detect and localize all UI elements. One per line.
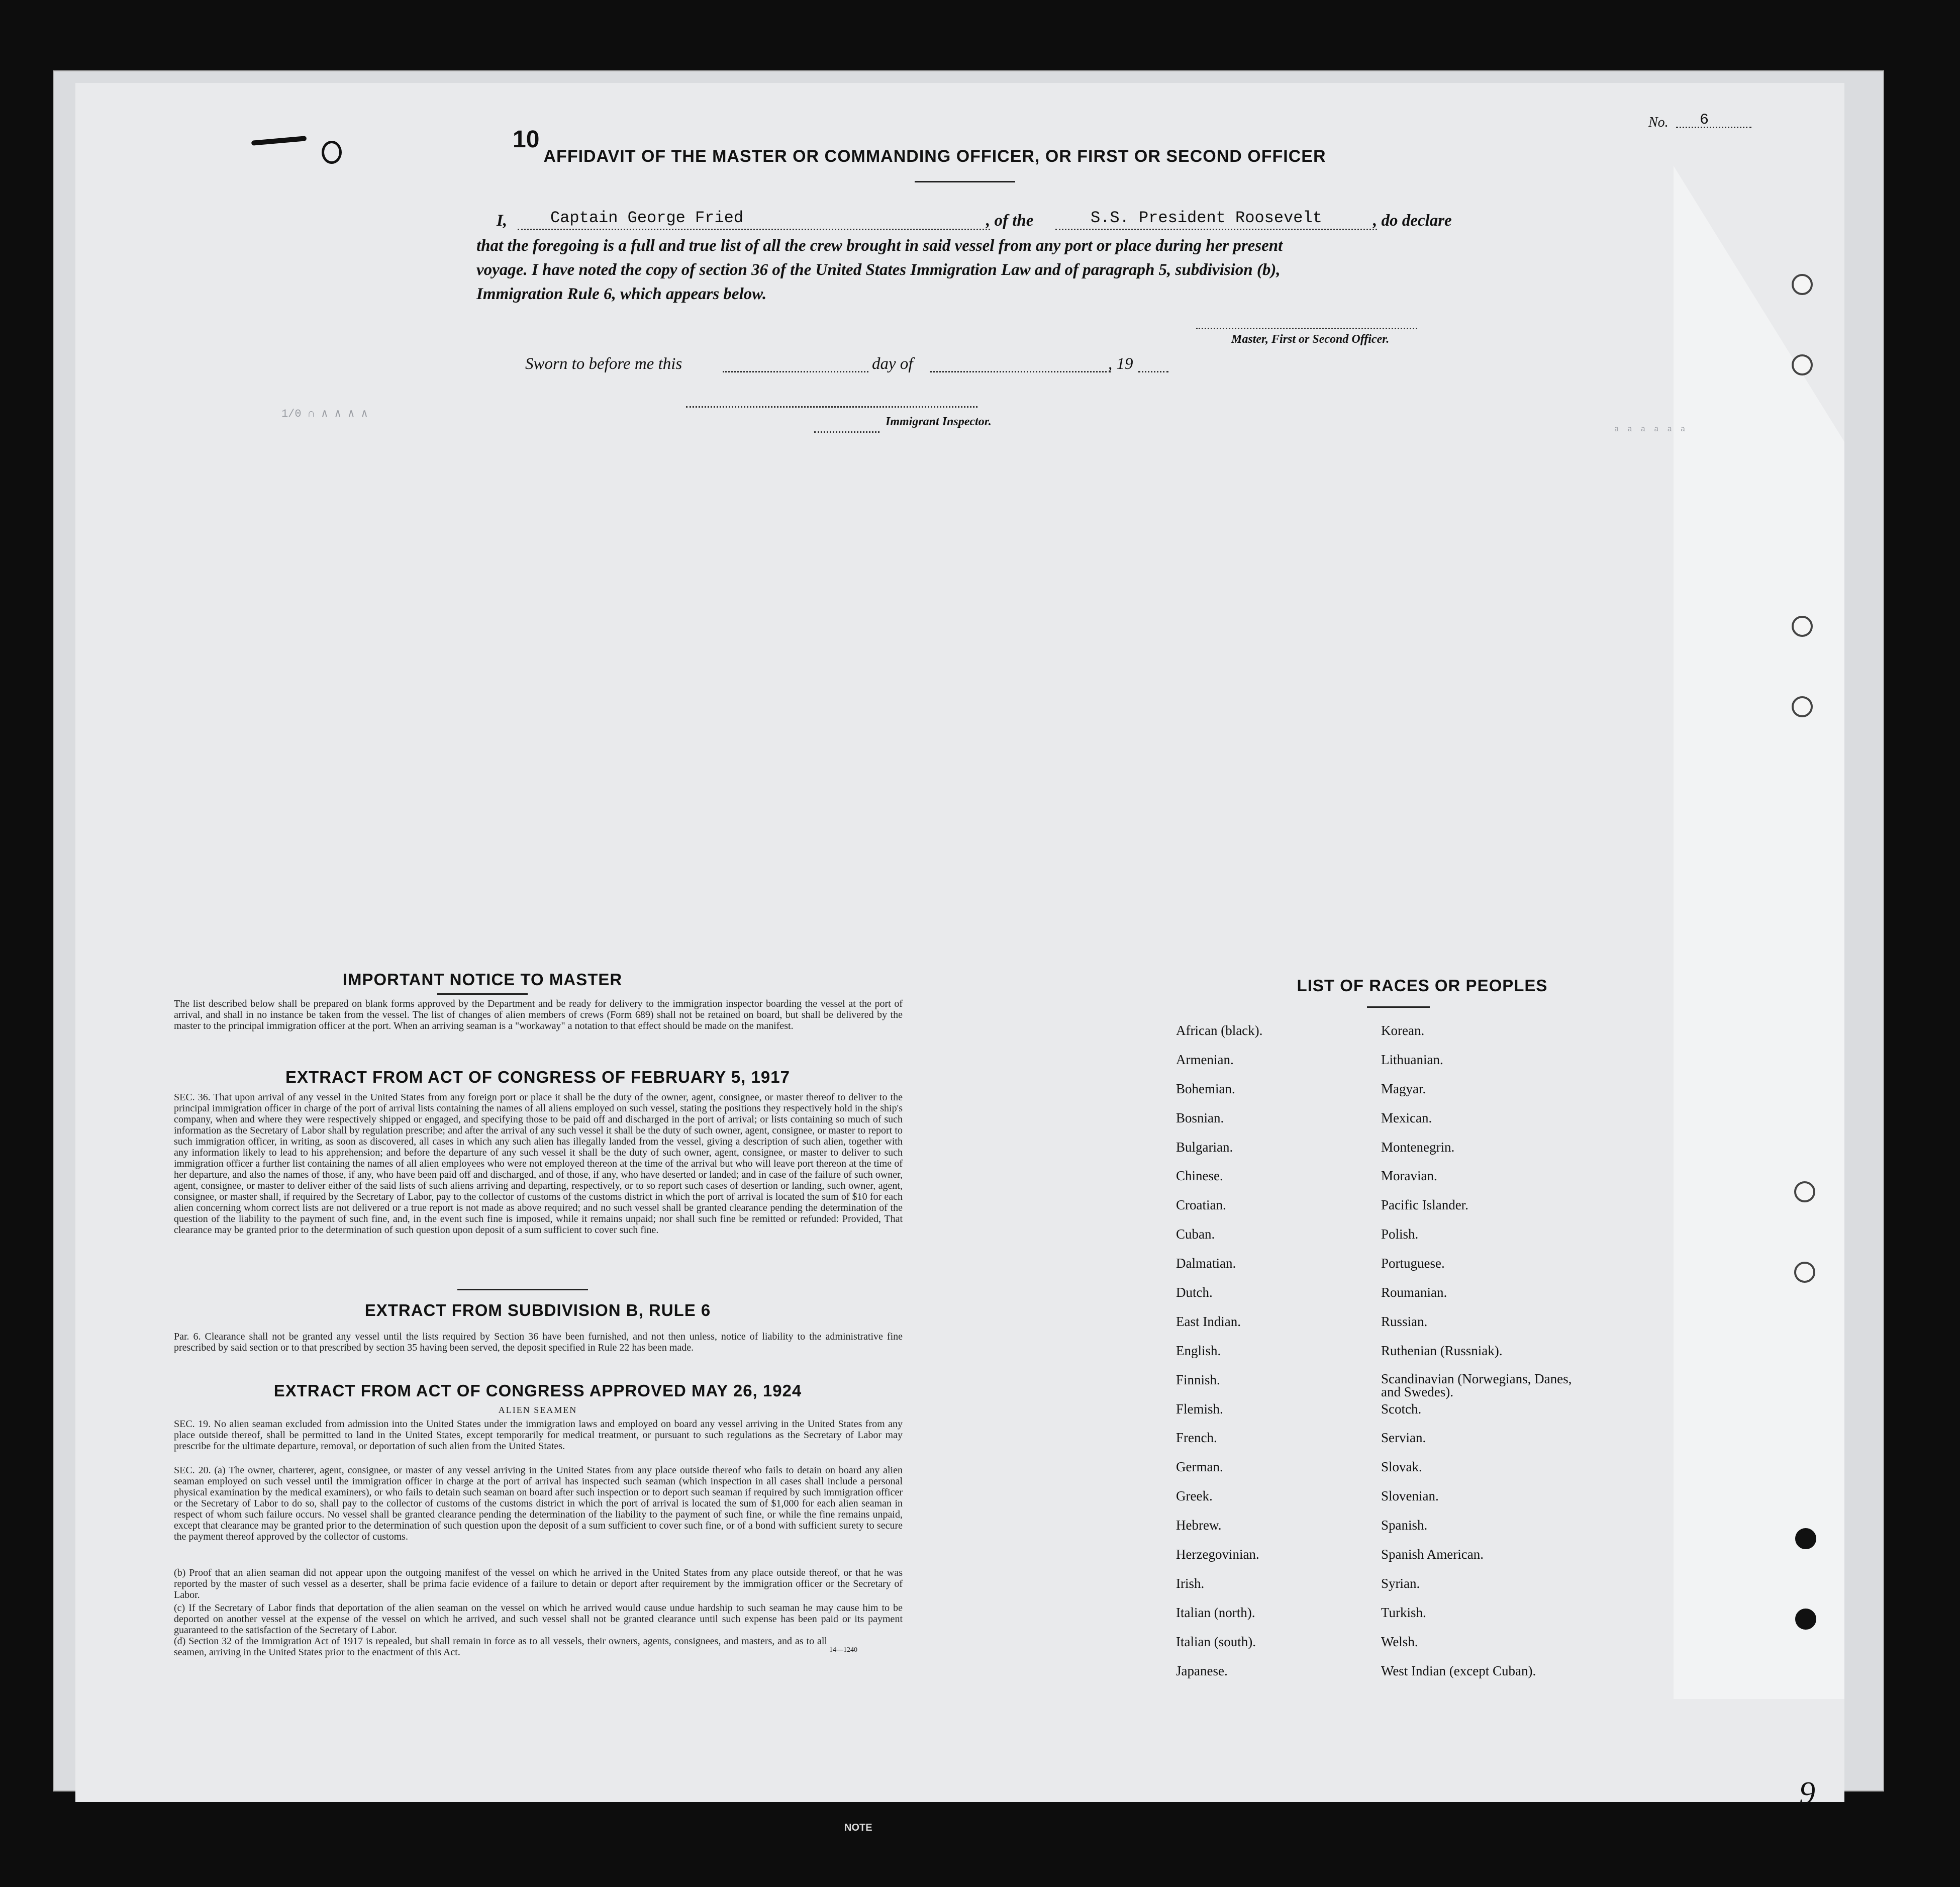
rule6-body: Par. 6. Clearance shall not be granted any vessel until the lists required by Section 36 have been furnished, and not then unless, notice of liability to the administrative fine prescribed by said section or to that prescribed by section 35 having been served, the deposit specified in Rule 22 has been made.	[174, 1331, 903, 1353]
master-signature-line[interactable]	[1196, 328, 1417, 329]
number-value: 6	[1700, 112, 1709, 129]
race-item: Croatian.	[1176, 1197, 1226, 1213]
binder-hole	[1792, 354, 1813, 375]
race-item: West Indian (except Cuban).	[1381, 1663, 1536, 1678]
sworn-day-line[interactable]	[723, 371, 868, 372]
sec20c-text: (c) If the Secretary of Labor finds that deportation of the alien seaman on the vessel on which he arrived would cause undue hardship to such seaman he may cause him to be deported on another vessel at the expense of the vessel on which he arrived, and such vessel shall not be granted clearance until such expense has been paid or its payment guaranteed to the satisfaction of the Secretary of Labor.	[174, 1602, 903, 1636]
master-name-field[interactable]: Captain George Fried	[550, 209, 744, 227]
affidavit-title: AFFIDAVIT OF THE MASTER OR COMMANDING OFFICER, OR FIRST OR SECOND OFFICER	[543, 147, 1326, 166]
of-the-text: , of the	[986, 212, 1034, 230]
race-item: Dutch.	[1176, 1285, 1213, 1300]
races-left-column	[1176, 1023, 1367, 1692]
race-item: Flemish.	[1176, 1401, 1223, 1417]
master-name-line	[518, 229, 990, 230]
master-signature-caption: Master, First or Second Officer.	[1231, 333, 1390, 346]
race-item: Servian.	[1381, 1430, 1426, 1446]
extract-1917-body: SEC. 36. That upon arrival of any vessel in the United States from any foreign port or place it shall be the duty of the owner, agent, consignee, or master thereof to deliver to the principal immigration officer in charge of the port of arrival lists containing the names of all aliens employed on such vessel, stating the positions they respectively hold in the ship's company, when and where they were respectively shipped or engaged, and specifying those to be paid off and discharged in the port of arrival; or lists containing so much of such information as the Secretary of Labor shall by regulation prescribe; and after the arrival of any such vessel it shall be the duty of such owner, agent, consignee, or master to report to such immigration officer, in writing, as soon as discovered, all cases in which any such alien has illegally landed from the vessel, giving a description of such alien, together with any information likely to lead to his apprehension; and before the departure of any such vessel it shall be the duty of such owner, agent, consignee, or master to deliver to such immigration officer a further list containing the names of all alien employees who were not employed thereon at the time of the arrival but who will leave port thereon at the time of her departure, and also the names of those, if any, who have been paid off and discharged, and of those, if any, who have deserted or landed; and in case of the failure of such owner, agent, consignee, or master to deliver either of the said lists of such aliens arriving and departing, respectively, or to so report such cases of desertion or landing, such owner, agent, consignee, or master shall, if required by the Secretary of Labor, pay to the collector of customs of the customs district in which the port of arrival is located the sum of $10 for each alien concerning whom correct lists are not delivered or a true report is not made as above required; and no such vessel shall be granted clearance pending the determination of the question of the liability to the payment of such fine, and, in the event such fine is imposed, while it remains unpaid; nor shall such fine be remitted or refunded: Provided, That clearance may be granted prior to the determination of such question upon deposit of a sum sufficient to cover such fine.	[174, 1092, 903, 1236]
do-declare-text: , do declare	[1373, 212, 1452, 230]
binder-hole	[1795, 1528, 1816, 1549]
binder-hole	[1794, 1262, 1815, 1283]
race-item: Korean.	[1381, 1023, 1425, 1038]
declaration-line-3: voyage. I have noted the copy of section 36 of the United States Immigration Law and of paragraph 5, subdivision (b),	[476, 261, 1281, 279]
race-item: Bohemian.	[1176, 1081, 1235, 1096]
notice-title: IMPORTANT NOTICE TO MASTER	[342, 970, 623, 989]
sworn-year-line[interactable]	[1138, 371, 1168, 372]
binder-hole	[1795, 1609, 1816, 1630]
sec20a-text: SEC. 20. (a) The owner, charterer, agent, consignee, or master of any vessel arriving in the United States from any place outside thereof who fails to detain on board any alien seaman employed on such vessel until the immigration officer in charge at the port of arrival has inspected such seaman (which inspection in all cases shall include a personal physical examination by the medical examiners), or who fails to detain such seaman on board after such inspection or to deport such seaman if required by such immigration officer or the Secretary of Labor to do so, shall pay to the collector of customs of the customs district in which the port of arrival is located the sum of $1,000 for each alien seaman in respect of whom such failure occurs. No vessel shall be granted clearance pending the determination of the liability to the payment of such fine, or while the fine remains unpaid, except that clearance may be granted prior to the determination of such question upon the deposit of a sum sufficient to cover such fine, or of a bond with sufficient surety to secure the payment thereof approved by the collector of customs.	[174, 1465, 903, 1542]
race-item: Japanese.	[1176, 1663, 1228, 1678]
extract-1917-rule	[457, 1289, 588, 1290]
race-item: Polish.	[1381, 1226, 1419, 1242]
pen-circle-mark	[322, 141, 342, 164]
sworn-text: Sworn to before me this	[525, 355, 682, 373]
race-item: Italian (south).	[1176, 1634, 1256, 1649]
race-item: Italian (north).	[1176, 1605, 1255, 1620]
bleed-through-text: 1/0 ∩ ∧ ∧ ∧ ∧	[281, 408, 368, 420]
race-item: Syrian.	[1381, 1575, 1420, 1591]
race-item: Irish.	[1176, 1575, 1205, 1591]
rule6-title: EXTRACT FROM SUBDIVISION B, RULE 6	[364, 1301, 711, 1319]
binder-hole	[1794, 1181, 1815, 1202]
races-title: LIST OF RACES OR PEOPLES	[1297, 976, 1548, 995]
race-item: Chinese.	[1176, 1168, 1223, 1184]
declaration-line-2: that the foregoing is a full and true list of all the crew brought in said vessel from any port or place during her present	[476, 237, 1283, 255]
races-rule	[1367, 1006, 1430, 1008]
inspector-caption-lead	[814, 431, 879, 433]
sec19-text: SEC. 19. No alien seaman excluded from admission into the United States under the immigration laws and employed on board any vessel arriving in the United States from any place outside thereof, shall be permitted to land in the United States, except temporarily for medical treatment, or pursuant to such regulations as the Secretary of Labor may prescribe for the ultimate departure, removal, or deportation of such alien from the United States.	[174, 1419, 903, 1452]
race-item: Slovenian.	[1381, 1488, 1439, 1504]
race-item: Moravian.	[1381, 1168, 1437, 1184]
race-item: Russian.	[1381, 1313, 1428, 1329]
notice-rule	[437, 993, 528, 995]
race-item: Scotch.	[1381, 1401, 1422, 1417]
inspector-caption: Immigrant Inspector.	[886, 415, 992, 428]
binder-hole	[1792, 696, 1813, 717]
year-text: , 19	[1108, 355, 1133, 373]
race-item: Herzegovinian.	[1176, 1547, 1259, 1562]
race-item: Cuban.	[1176, 1226, 1215, 1242]
bleed-through-text: ᵃ ᵃ ᵃ ᵃ ᵃ ᵃ	[1613, 425, 1687, 437]
form-number: 14—1240	[829, 1646, 857, 1654]
extract-1924-title: EXTRACT FROM ACT OF CONGRESS APPROVED MAY 26, 1924	[273, 1381, 802, 1400]
race-item: Bulgarian.	[1176, 1139, 1233, 1155]
race-item: German.	[1176, 1459, 1223, 1475]
race-item: Mexican.	[1381, 1110, 1432, 1125]
race-item: Turkish.	[1381, 1605, 1426, 1620]
race-item: Greek.	[1176, 1488, 1213, 1504]
notice-body: The list described below shall be prepared on blank forms approved by the Department and be ready for delivery to the immigration inspector boarding the vessel at the port of arrival, and shall in no instance be taken from the vessel. The list of changes of alien members of crews (Form 689) shall not be retained on board, but shall be delivered by the master to the principal immigration officer at the port. When an arriving seaman is a "workaway" a notation to that effect should be made on the manifest.	[174, 998, 903, 1031]
sec20b-text: (b) Proof that an alien seaman did not appear upon the outgoing manifest of the vessel on which he arrived in the United States from any place outside thereof, or that he was reported by the master of such vessel as a deserter, shall be prima facie evidence of a failure to detain or deport after requirement by the immigration officer or the Secretary of Labor.	[174, 1567, 903, 1600]
race-item: Portuguese.	[1381, 1256, 1445, 1271]
vessel-name-field[interactable]: S.S. President Roosevelt	[1091, 209, 1322, 227]
number-label: No.	[1648, 115, 1669, 130]
race-item: Scandinavian (Norwegians, Danes, and Swedes).	[1381, 1371, 1572, 1399]
race-item: Slovak.	[1381, 1459, 1422, 1475]
bottom-note-tab: NOTE	[844, 1822, 872, 1833]
races-right-column	[1381, 1023, 1592, 1692]
race-item: Lithuanian.	[1381, 1052, 1443, 1067]
race-item: East Indian.	[1176, 1313, 1241, 1329]
handwritten-page-mark: 9	[1799, 1775, 1815, 1811]
race-item: Magyar.	[1381, 1081, 1426, 1096]
binder-hole	[1792, 274, 1813, 295]
race-item: Finnish.	[1176, 1372, 1220, 1387]
race-item: Hebrew.	[1176, 1518, 1222, 1533]
race-item: Roumanian.	[1381, 1285, 1447, 1300]
corner-mark: 10	[513, 126, 540, 153]
day-of-text: day of	[872, 355, 913, 373]
sworn-month-line[interactable]	[930, 371, 1111, 372]
race-item: Ruthenian (Russniak).	[1381, 1343, 1503, 1358]
race-item: Bosnian.	[1176, 1110, 1224, 1125]
race-item: Spanish.	[1381, 1518, 1428, 1533]
number-dotted-line	[1676, 127, 1751, 128]
declare-prefix: I,	[497, 212, 508, 230]
race-item: English.	[1176, 1343, 1221, 1358]
race-item: Montenegrin.	[1381, 1139, 1455, 1155]
race-item: Pacific Islander.	[1381, 1197, 1468, 1213]
race-item: Spanish American.	[1381, 1547, 1484, 1562]
race-item: French.	[1176, 1430, 1217, 1446]
race-item: Welsh.	[1381, 1634, 1418, 1649]
declaration-line-4: Immigration Rule 6, which appears below.	[476, 285, 767, 303]
binder-hole	[1792, 616, 1813, 637]
sec20d-text: (d) Section 32 of the Immigration Act of 1917 is repealed, but shall remain in force as to all vessels, their owners, agents, consignees, and masters, and as to all seamen, arriving in the United States prior to the enactment of this Act.	[174, 1636, 827, 1658]
extract-1917-title: EXTRACT FROM ACT OF CONGRESS OF FEBRUARY 5, 1917	[285, 1068, 790, 1086]
race-item: Dalmatian.	[1176, 1256, 1236, 1271]
race-item: Armenian.	[1176, 1052, 1234, 1067]
inspector-signature-line[interactable]	[686, 406, 977, 408]
title-rule	[915, 181, 1015, 182]
alien-seamen-subtitle: ALIEN SEAMEN	[498, 1405, 577, 1415]
vessel-name-line	[1055, 229, 1377, 230]
race-item: African (black).	[1176, 1023, 1263, 1038]
